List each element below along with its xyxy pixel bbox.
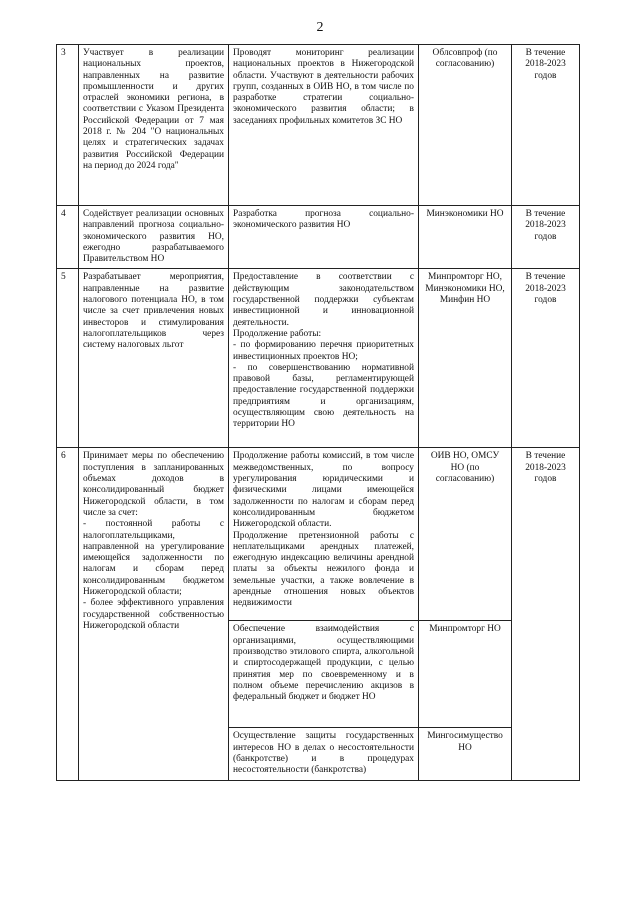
term-cell: В течение 2018-2023 годов: [512, 45, 580, 206]
work-line: Продолжение работы комиссий, в том числе межведомственных, по вопросу урегулирования юридическими и физическими лицами имеющейся задолженности по налогам и сборам перед консолидированным бюджетом Нижегородской области.: [233, 451, 414, 530]
work-cell: Осуществление защиты государственных интересов НО в делах о несостоятельности (банкротстве) и в процедурах несостоятельности (банкротства): [229, 728, 419, 780]
measure-cell: [79, 448, 229, 780]
measure-line: - более эффективного управления государственной собственностью Нижегородской области: [83, 598, 224, 631]
measure-cell: Содействует реализации основных направлений прогноза социально-экономического развития НО, ежегодно разрабатываемого Правительством НО: [79, 206, 229, 269]
term-cell: В течение 2018-2023 годов: [512, 206, 580, 269]
row-number: 4: [57, 206, 79, 269]
executor-cell: Минпромторг НО: [419, 621, 512, 728]
row-number: 5: [57, 269, 79, 448]
measure-cell: Участвует в реализации национальных проектов, направленных на развитие промышленности и других отраслей экономики региона, в соответствии с Указом Президента Российской Федерации от 7 мая 2018 г. № 204 "О национальных целях и стратегических задачах развития Российской Федерации на период до 2024 года": [79, 45, 229, 206]
work-cell: Проводят мониторинг реализации национальных проектов в Нижегородской области. Участвуют в деятельности рабочих групп, созданных в ОИВ НО, в том числе по разработке стратегии социально-экономического развития области; в заседаниях профильных комитетов ЗС НО: [229, 45, 419, 206]
work-cell: [229, 269, 419, 448]
table-row: [57, 206, 580, 269]
executor-cell: ОИВ НО, ОМСУ НО (по согласованию): [419, 448, 512, 621]
work-line: Продолжение работы:: [233, 328, 322, 339]
work-cell: Разработка прогноза социально-экономического развития НО: [229, 206, 419, 269]
measures-table: [56, 44, 580, 781]
table-row: [57, 269, 580, 448]
table-row: [57, 448, 580, 621]
work-line: Продолжение претензионной работы с неплательщиками арендных платежей, ежегодную индексацию величины арендной платы за объекты нежилого фонда и земельные участки, а также вовлечение в арендные отношения новых объектов недвижимости: [233, 530, 414, 609]
table-row: [57, 45, 580, 206]
executor-cell: Минэкономики НО: [419, 206, 512, 269]
measure-line: - постоянной работы с налогоплательщиками, направленной на урегулирование имеющейся задолженности по налогам и сборам перед консолидированным бюджетом Нижегородской области;: [83, 519, 224, 598]
term-cell: В течение 2018-2023 годов: [512, 448, 580, 780]
measure-cell: Разрабатывает мероприятия, направленные на развитие налогового потенциала НО, в том числе за счет привлечения новых инвесторов и стимулирования налогоплательщиков через систему налоговых льгот: [79, 269, 229, 448]
executor-cell: Минпромторг НО, Минэкономики НО, Минфин НО: [419, 269, 512, 448]
row-number: 3: [57, 45, 79, 206]
work-cell: Обеспечение взаимодействия с организациями, осуществляющими производство этилового спирта, алкогольной и спиртосодержащей продукции, с целью принятия мер по своевременному и в полном объеме перечислению акцизов в федеральный бюджет и бюджет НО: [229, 621, 419, 728]
work-cell: [229, 448, 419, 621]
row-number: 6: [57, 448, 79, 780]
executor-cell: Облсовпроф (по согласованию): [419, 45, 512, 206]
term-cell: В течение 2018-2023 годов: [512, 269, 580, 448]
page-number: 2: [316, 20, 324, 35]
work-line: Предоставление в соответствии с действующим законодательством государственной поддержки субъектам инвестиционной и инновационной деятельности.: [233, 272, 414, 328]
measure-line: Принимает меры по обеспечению поступления в запланированных объемах доходов в консолидированный бюджет Нижегородской области, в том числе за счет:: [83, 451, 224, 518]
work-line: - по формированию перечня приоритетных инвестиционных проектов НО;: [233, 340, 414, 362]
work-line: - по совершенствованию нормативной правовой базы, регламентирующей предоставление государственной поддержки предприятиям и организациям, осуществляющим свою деятельность на территории НО: [233, 362, 414, 430]
executor-cell: Мингосимущество НО: [419, 728, 512, 780]
